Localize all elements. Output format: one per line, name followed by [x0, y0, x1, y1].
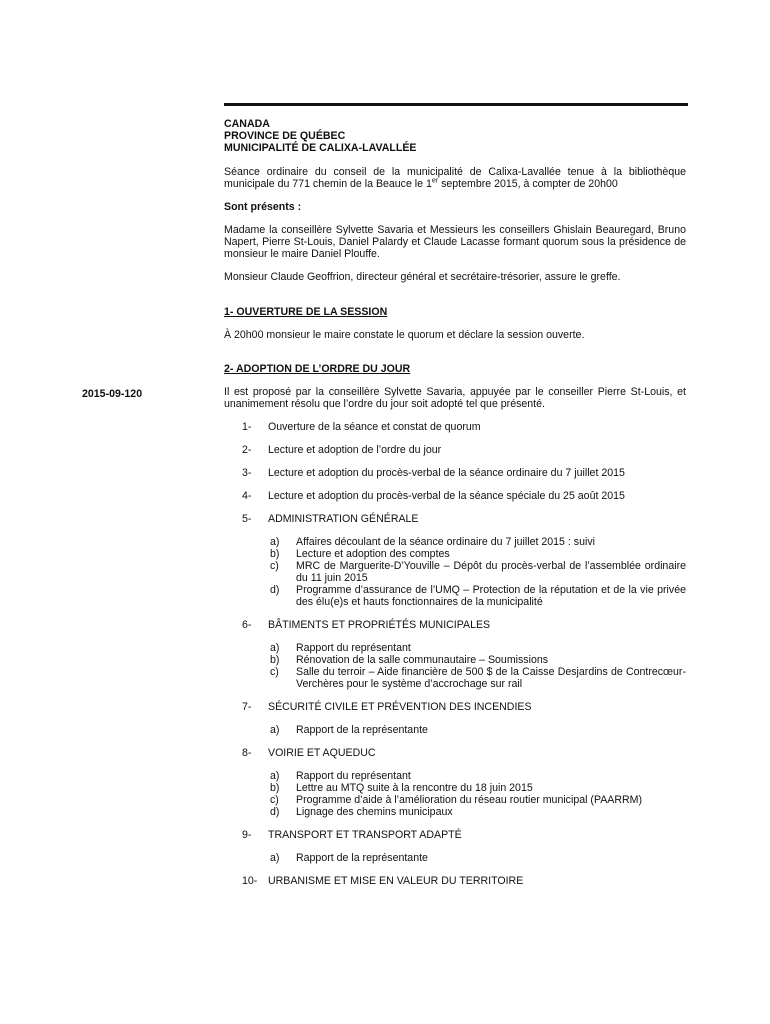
section-1-text: À 20h00 monsieur le maire constate le quorum et déclare la session ouverte.: [224, 329, 585, 341]
agenda-item: [224, 747, 686, 818]
agenda-sub-item: [268, 724, 686, 736]
agenda-sub-text: Rapport de la représentante: [296, 724, 428, 736]
agenda-item-row: [224, 829, 686, 841]
agenda-sub-text: Lecture et adoption des comptes: [296, 548, 450, 560]
agenda-item: [224, 490, 686, 502]
section-2-title: 2- ADOPTION DE L’ORDRE DU JOUR: [224, 363, 411, 375]
agenda-sub-list: [224, 724, 686, 736]
agenda-item-number: 1-: [242, 421, 252, 433]
section-2-text: Il est proposé par la conseillère Sylvette Savaria, appuyée par le conseiller Pierre St-Louis, et unanimement résolu que l’ordre du jour soit adopté tel que présenté.: [224, 386, 686, 410]
agenda-item: [224, 467, 686, 479]
agenda-sub-letter: a): [270, 724, 280, 736]
agenda-item-text: VOIRIE ET AQUEDUC: [268, 747, 376, 759]
agenda-sub-item: [268, 642, 686, 654]
agenda-item-text: SÉCURITÉ CIVILE ET PRÉVENTION DES INCENDIES: [268, 701, 532, 713]
agenda-sub-list: [224, 852, 686, 864]
agenda-item-row: [224, 701, 686, 713]
agenda-sub-text: Programme d’aide à l’amélioration du réseau routier municipal (PAARRM): [296, 794, 643, 806]
agenda-item-text: Lecture et adoption du procès-verbal de la séance ordinaire du 7 juillet 2015: [268, 467, 625, 479]
agenda-item: [224, 513, 686, 608]
agenda-item: [224, 421, 686, 433]
agenda-item-number: 9-: [242, 829, 252, 841]
agenda-item-number: 10-: [242, 875, 258, 887]
present-title: Sont présents :: [224, 201, 302, 213]
agenda-sub-item: [268, 794, 686, 806]
agenda-sub-letter: a): [270, 852, 280, 864]
agenda-item-row: [224, 490, 686, 502]
agenda-sub-item: [268, 770, 686, 782]
agenda-item-row: [224, 444, 686, 456]
agenda-sub-item: [268, 584, 686, 608]
agenda-sub-item: [268, 560, 686, 584]
secretary-text: Monsieur Claude Geoffrion, directeur général et secrétaire-trésorier, assure le greffe.: [224, 271, 621, 283]
agenda-sub-text: MRC de Marguerite-D’Youville – Dépôt du procès-verbal de l’assemblée ordinaire du 11 juin 2015: [296, 560, 686, 584]
intro-superscript: er: [431, 177, 439, 185]
section-1-title: 1- OUVERTURE DE LA SESSION: [224, 306, 388, 318]
agenda-sub-letter: a): [270, 770, 280, 782]
province-line: PROVINCE DE QUÉBEC: [224, 130, 346, 142]
intro-text: Séance ordinaire du conseil de la municipalité de Calixa-Lavallée tenue à la bibliothèque municipale du 771 chemin de la Beauce le 1: [224, 166, 686, 190]
agenda-sub-text: Lettre au MTQ suite à la rencontre du 18 juin 2015: [296, 782, 533, 794]
session-intro: [224, 166, 686, 190]
present-members: Madame la conseillère Sylvette Savaria et Messieurs les conseillers Ghislain Beauregard, Bruno Napert, Pierre St-Louis, Daniel Palardy et Claude Lacasse formant quorum sous la présidence de monsieur le maire Daniel Plouffe.: [224, 224, 686, 260]
agenda-sub-text: Affaires découlant de la séance ordinaire du 7 juillet 2015 : suivi: [296, 536, 595, 548]
agenda-item-row: [224, 747, 686, 759]
agenda-item-number: 7-: [242, 701, 252, 713]
agenda-sub-letter: b): [270, 654, 280, 666]
agenda-item-text: Lecture et adoption de l’ordre du jour: [268, 444, 442, 456]
agenda-item-number: 2-: [242, 444, 252, 456]
document-header: [224, 118, 686, 154]
agenda-item-text: URBANISME ET MISE EN VALEUR DU TERRITOIRE: [268, 875, 524, 887]
agenda-item: [224, 701, 686, 736]
agenda-sub-text: Rapport de la représentante: [296, 852, 428, 864]
header-rule: [224, 103, 688, 106]
agenda-item-number: 3-: [242, 467, 252, 479]
agenda-sub-item: [268, 852, 686, 864]
resolution-number: 2015-09-120: [82, 388, 143, 400]
agenda-sub-letter: b): [270, 548, 280, 560]
municipality-line: MUNICIPALITÉ DE CALIXA-LAVALLÉE: [224, 142, 417, 154]
agenda-item-number: 4-: [242, 490, 252, 502]
agenda-sub-item: [268, 536, 686, 548]
agenda-sub-item: [268, 548, 686, 560]
agenda-item-text: Ouverture de la séance et constat de quorum: [268, 421, 481, 433]
agenda-item-text: BÂTIMENTS ET PROPRIÉTÉS MUNICIPALES: [268, 619, 491, 631]
agenda-sub-letter: a): [270, 536, 280, 548]
agenda-sub-letter: c): [270, 666, 279, 678]
agenda-item: [224, 829, 686, 864]
agenda-sub-letter: c): [270, 560, 279, 572]
agenda-item-row: [224, 421, 686, 433]
agenda-item: [224, 875, 686, 887]
country-line: CANADA: [224, 118, 270, 130]
agenda-sub-letter: b): [270, 782, 280, 794]
agenda-sub-letter: a): [270, 642, 280, 654]
agenda-item-number: 5-: [242, 513, 252, 525]
agenda-sub-text: Programme d’assurance de l’UMQ – Protection de la réputation et de la vie privée des élu(e)s et hauts fonctionnaires de la municipalité: [296, 584, 686, 608]
agenda-item-row: [224, 513, 686, 525]
agenda-sub-letter: d): [270, 584, 280, 596]
agenda-sub-letter: d): [270, 806, 280, 818]
agenda-sub-list: [224, 536, 686, 608]
agenda-item-row: [224, 875, 686, 887]
agenda-item-number: 6-: [242, 619, 252, 631]
agenda-sub-text: Rapport du représentant: [296, 770, 411, 782]
agenda-sub-item: [268, 654, 686, 666]
agenda-sub-letter: c): [270, 794, 279, 806]
agenda-item-text: TRANSPORT ET TRANSPORT ADAPTÉ: [268, 829, 462, 841]
agenda-sub-item: [268, 806, 686, 818]
agenda-sub-list: [224, 642, 686, 690]
agenda-item-text: ADMINISTRATION GÉNÉRALE: [268, 513, 419, 525]
agenda-item: [224, 444, 686, 456]
agenda-item: [224, 619, 686, 690]
agenda-sub-item: [268, 666, 686, 690]
agenda-sub-item: [268, 782, 686, 794]
document-body: [224, 118, 686, 898]
agenda-sub-text: Lignage des chemins municipaux: [296, 806, 453, 818]
agenda-item-row: [224, 619, 686, 631]
agenda-item-row: [224, 467, 686, 479]
agenda-item-number: 8-: [242, 747, 252, 759]
agenda-sub-text: Salle du terroir – Aide financière de 500 $ de la Caisse Desjardins de Contrecœur-Verchères pour le système d’accrochage sur rail: [296, 666, 686, 690]
agenda-sub-list: [224, 770, 686, 818]
agenda-sub-text: Rénovation de la salle communautaire – Soumissions: [296, 654, 549, 666]
agenda-list: [224, 421, 686, 887]
agenda-item-text: Lecture et adoption du procès-verbal de la séance spéciale du 25 août 2015: [268, 490, 625, 502]
agenda-sub-text: Rapport du représentant: [296, 642, 411, 654]
intro-text-end: septembre 2015, à compter de 20h00: [438, 178, 618, 190]
